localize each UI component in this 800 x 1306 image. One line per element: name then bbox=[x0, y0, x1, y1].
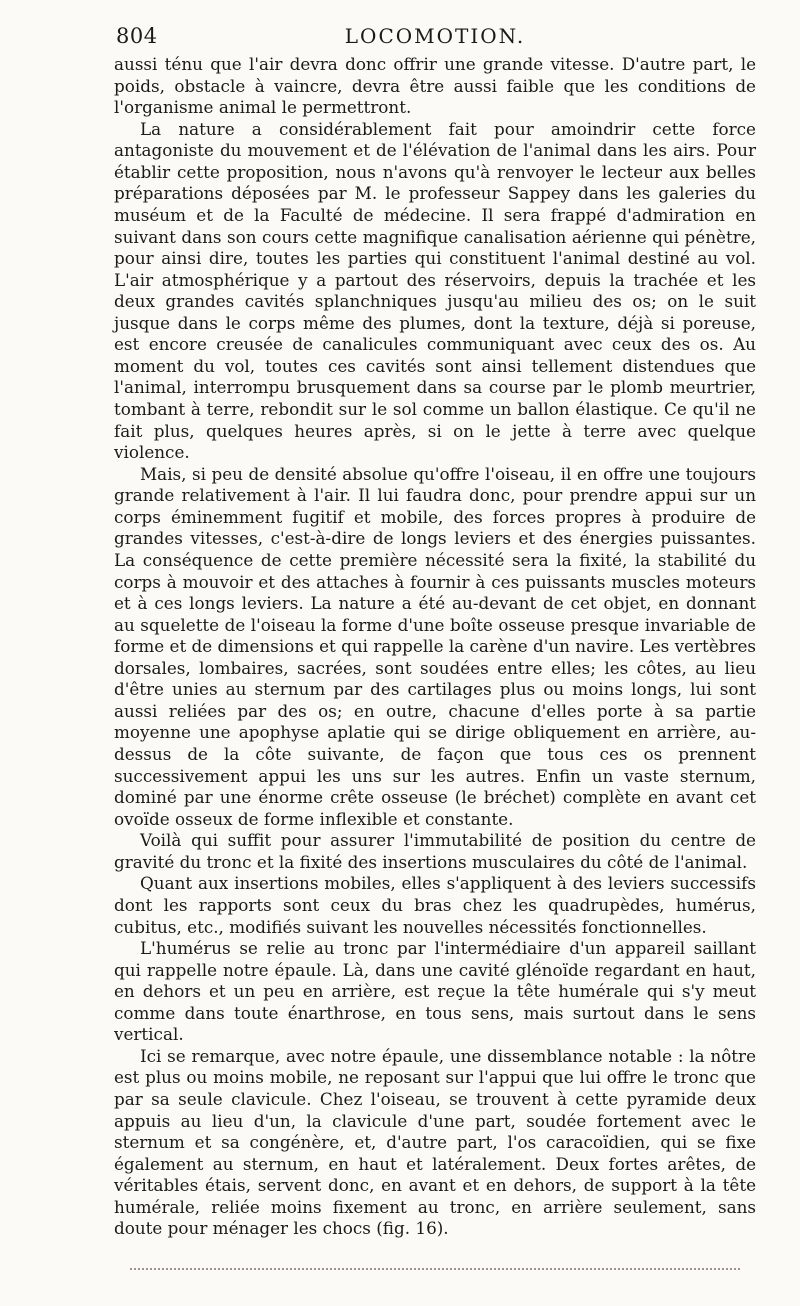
paragraph: aussi ténu que l'air devra donc offrir une grande vitesse. D'autre part, le poids, obstacle à vaincre, devra être aussi faible que les conditions de l'organisme animal le permettront. bbox=[114, 54, 756, 118]
footer-divider bbox=[130, 1268, 740, 1270]
paragraph: La nature a considérablement fait pour amoindrir cette force antagoniste du mouvement et de l'élévation de l'animal dans les airs. Pour établir cette proposition, nous n'avons qu'à renvoyer le lecteur aux belles préparations déposées par M. le professeur Sappey dans les galeries du muséum et de la Faculté de médecine. Il sera frappé d'admiration en suivant dans son cours cette magnifique canalisation aérienne qui pénètre, pour ainsi dire, toutes les parties qui constituent l'animal destiné au vol. L'air atmosphérique y a partout des réservoirs, depuis la trachée et les deux grandes cavités splanchniques jusqu'au milieu des os; on le suit jusque dans le corps même des plumes, dont la texture, déjà si poreuse, est encore creusée de canalicules communiquant avec ceux des os. Au moment du vol, toutes ces cavités sont ainsi tellement distendues que l'animal, interrompu brusquement dans sa course par le plomb meurtrier, tombant à terre, rebondit sur le sol comme un ballon élastique. Ce qu'il ne fait plus, quelques heures après, si on le jette à terre avec quelque violence. bbox=[114, 118, 756, 463]
page-number: 804 bbox=[116, 24, 158, 48]
body-text bbox=[114, 54, 756, 1240]
running-head: LOCOMOTION. bbox=[344, 24, 526, 48]
paragraph: Ici se remarque, avec notre épaule, une dissemblance notable : la nôtre est plus ou moins mobile, ne reposant sur l'appui que lui offre le tronc que par sa seule clavicule. Chez l'oiseau, se trouvent à cette pyramide deux appuis au lieu d'un, la clavicule d'une part, soudée fortement avec le sternum et sa congénère, et, d'autre part, l'os caracoïdien, qui se fixe également au sternum, en haut et latéralement. Deux fortes arêtes, de véritables étais, servent donc, en avant et en dehors, de support à la tête humérale, reliée moins fixement au tronc, en arrière seulement, sans doute pour ménager les chocs (fig. 16). bbox=[114, 1045, 756, 1239]
paragraph: Voilà qui suffit pour assurer l'immutabilité de position du centre de gravité du tronc et la fixité des insertions musculaires du côté de l'animal. bbox=[114, 830, 756, 872]
paragraph: Quant aux insertions mobiles, elles s'appliquent à des leviers successifs dont les rapports sont ceux du bras chez les quadrupèdes, humérus, cubitus, etc., modifiés suivant les nouvelles nécessités fonctionnelles. bbox=[114, 873, 756, 937]
paragraph: L'humérus se relie au tronc par l'intermédiaire d'un appareil saillant qui rappelle notre épaule. Là, dans une cavité glénoïde regardant en haut, en dehors et un peu en arrière, est reçue la tête humérale qui s'y meut comme dans toute énarthrose, en tous sens, mais surtout dans le sens vertical. bbox=[114, 938, 756, 1045]
paragraph: Mais, si peu de densité absolue qu'offre l'oiseau, il en offre une toujours grande relativement à l'air. Il lui faudra donc, pour prendre appui sur un corps éminemment fugitif et mobile, des forces propres à produire de grandes vitesses, c'est-à-dire de longs leviers et des énergies puissantes. La conséquence de cette première nécessité sera la fixité, la stabilité du corps à mouvoir et des attaches à fournir à ces puissants muscles moteurs et à ces longs leviers. La nature a été au-devant de cet objet, en donnant au squelette de l'oiseau la forme d'une boîte osseuse presque invariable de forme et de dimensions et qui rappelle la carène d'un navire. Les vertèbres dorsales, lombaires, sacrées, sont soudées entre elles; les côtes, au lieu d'être unies au sternum par des cartilages plus ou moins longs, lui sont aussi reliées par des os; en outre, chacune d'elles porte à sa partie moyenne une apophyse aplatie qui se dirige obliquement en arrière, au-dessus de la côte suivante, de façon que tous ces os prennent successivement appui les uns sur les autres. Enfin un vaste sternum, dominé par une énorme crête osseuse (le bréchet) complète en avant cet ovoïde osseux de forme inflexible et constante. bbox=[114, 463, 756, 829]
page-header bbox=[114, 22, 756, 52]
